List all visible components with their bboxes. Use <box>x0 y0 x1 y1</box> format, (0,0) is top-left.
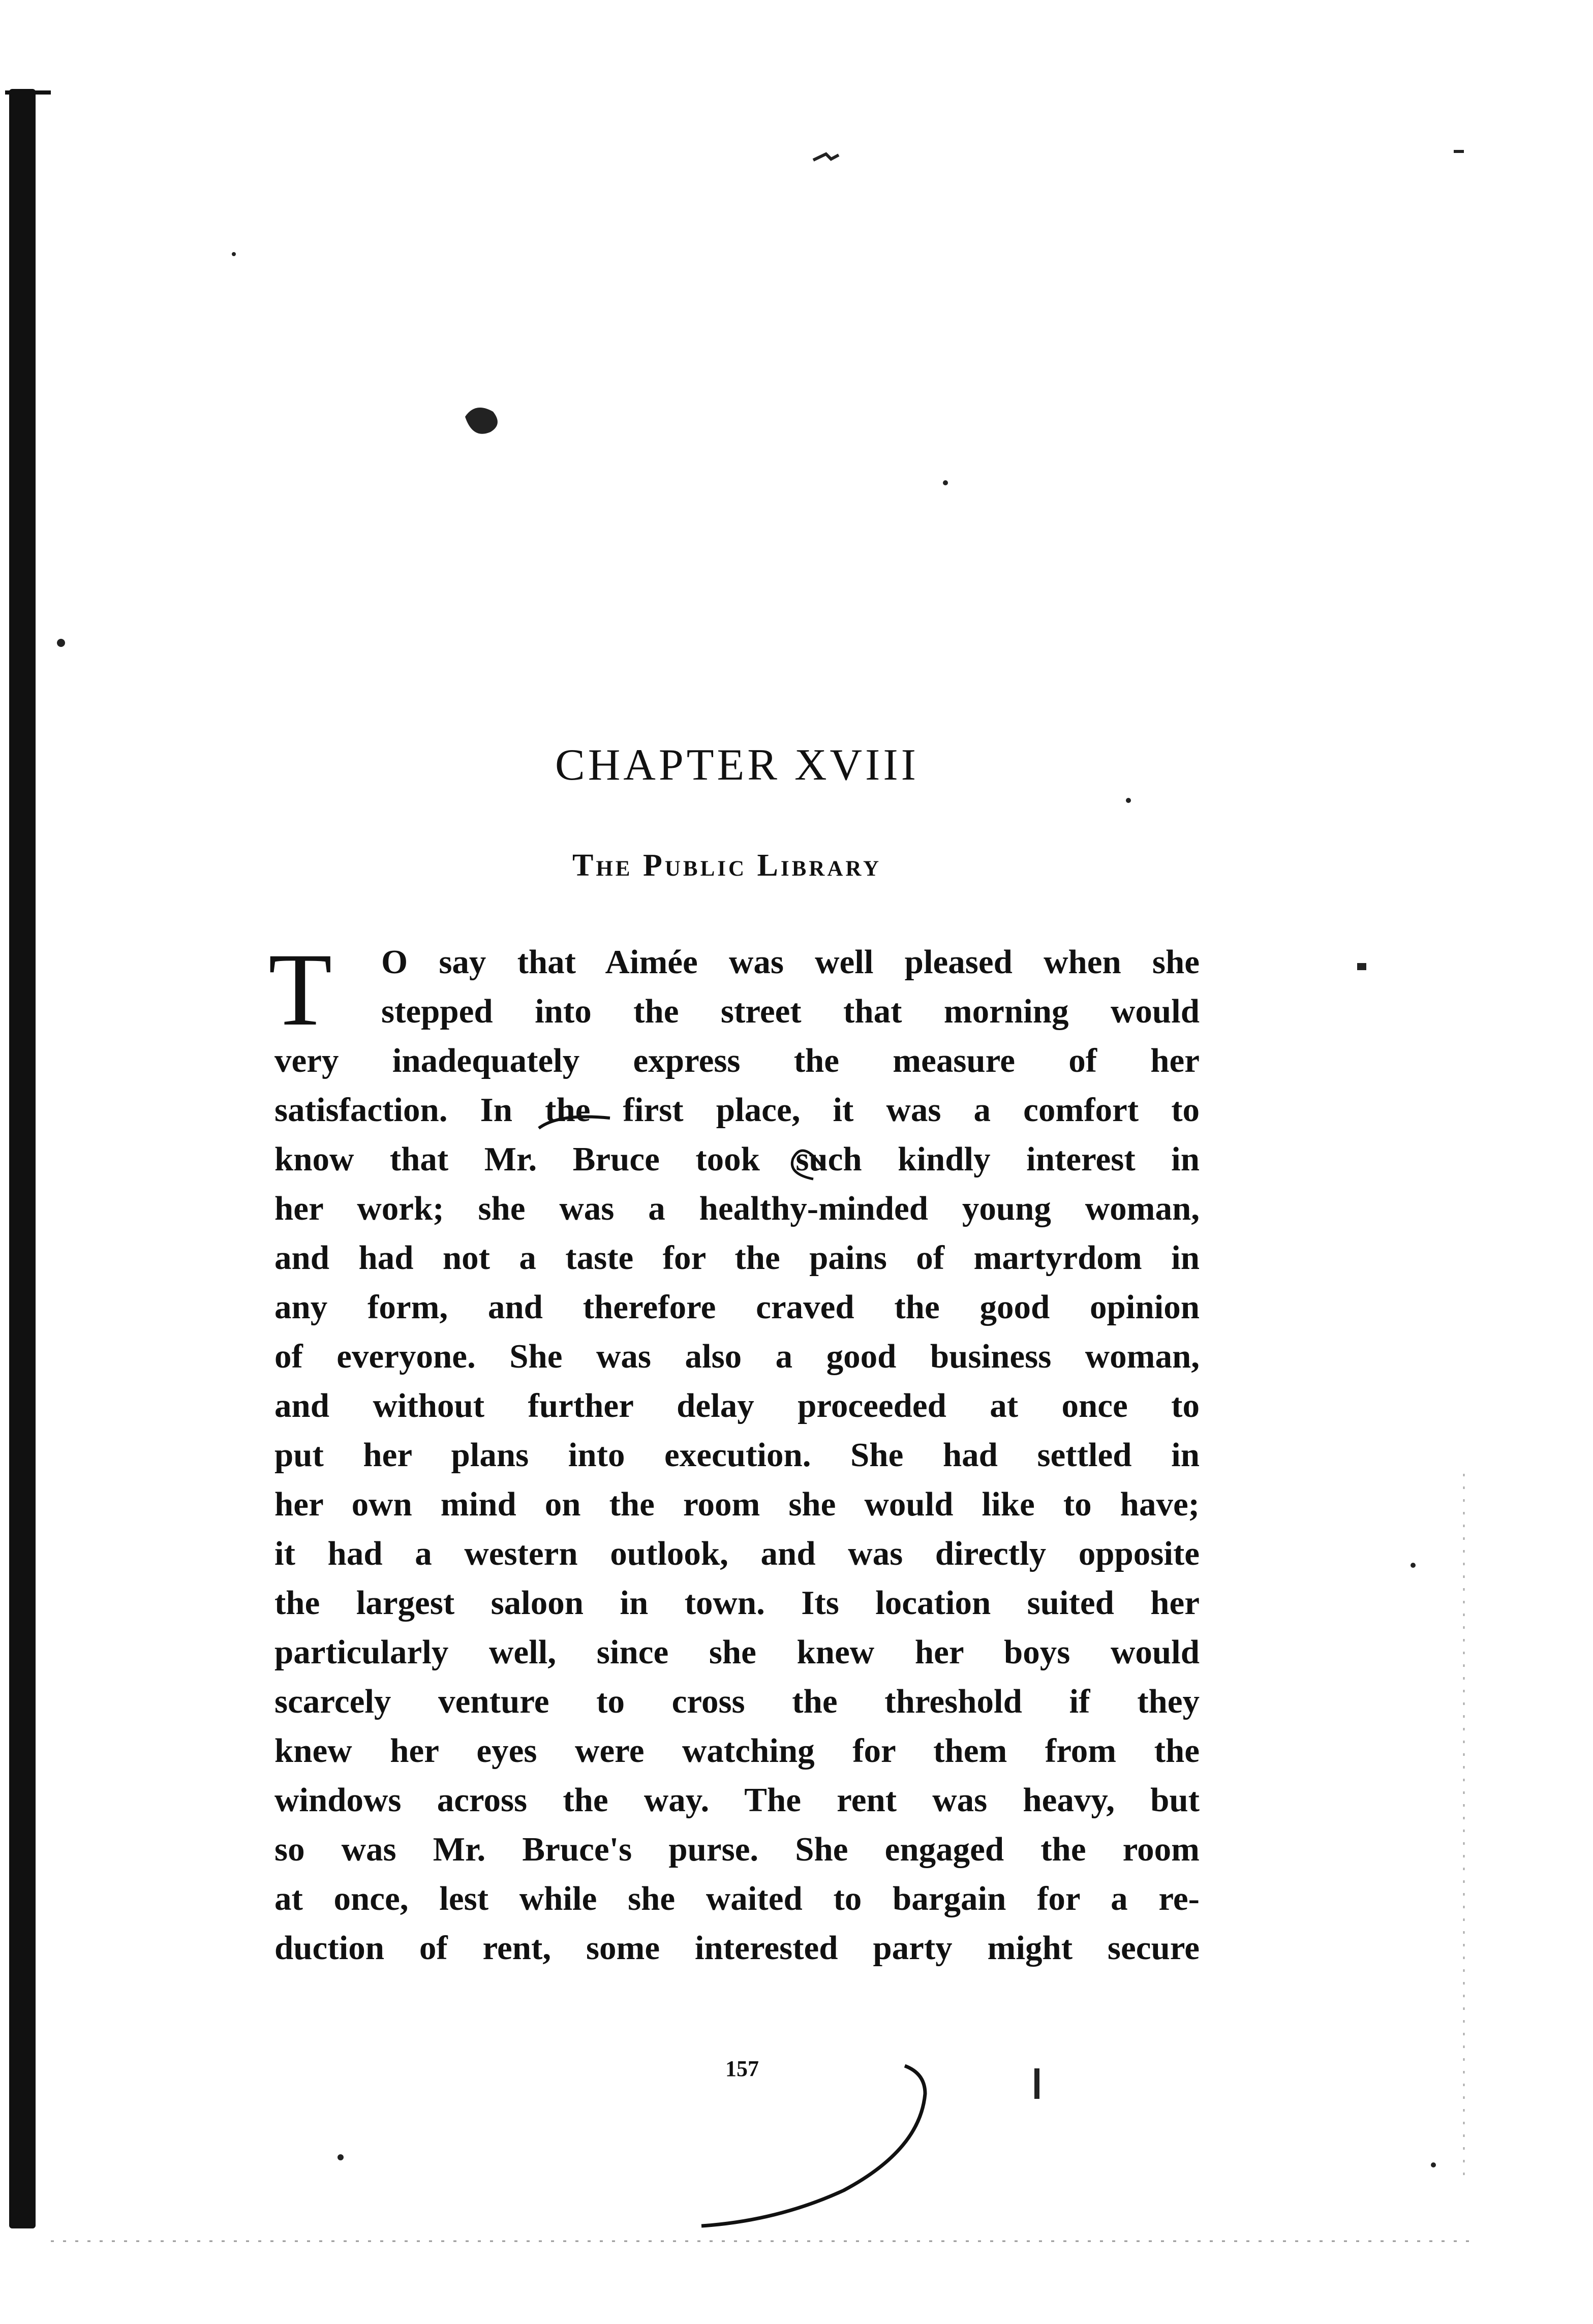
text-line: and had not a taste for the pains of martyrdom in <box>274 1239 1200 1277</box>
text-line: her work; she was a healthy-minded young woman, <box>274 1190 1200 1227</box>
stray-mark <box>813 154 839 160</box>
text-line: duction of rent, some interested party might secure <box>274 1929 1200 1967</box>
text-line: it had a western outlook, and was directly opposite <box>274 1535 1200 1572</box>
text-line: the largest saloon in town. Its location suited her <box>274 1584 1200 1622</box>
text-line: of everyone. She was also a good business woman, <box>274 1338 1200 1375</box>
text-line: her own mind on the room she would like to have; <box>274 1485 1200 1523</box>
text-line: so was Mr. Bruce's purse. She engaged the room <box>274 1831 1200 1868</box>
drop-cap: T <box>268 932 332 1047</box>
speck <box>1411 1563 1416 1568</box>
speck <box>57 639 65 647</box>
text-line: at once, lest while she waited to bargain for a re- <box>274 1880 1200 1917</box>
text-line: scarcely venture to cross the threshold if they <box>274 1683 1200 1720</box>
body-paragraph <box>274 938 1200 1973</box>
binding-edge <box>9 89 36 2228</box>
text-line: stepped into the street that morning would <box>381 993 1200 1030</box>
text-line: put her plans into execution. She had settled in <box>274 1436 1200 1474</box>
page-number: 157 <box>725 2056 759 2081</box>
chapter-number: CHAPTER XVIII <box>555 740 919 790</box>
speck <box>943 480 948 485</box>
mark-right-edge <box>1454 150 1464 153</box>
chapter-title: The Public Library <box>572 848 882 883</box>
text-line: particularly well, since she knew her boys would <box>274 1633 1200 1671</box>
pen-stroke-bottom <box>701 2066 925 2226</box>
text-line: any form, and therefore craved the good opinion <box>274 1288 1200 1326</box>
mark-right-edge <box>1357 963 1366 970</box>
ink-blot <box>465 408 498 434</box>
text-line: windows across the way. The rent was heavy, but <box>274 1781 1200 1819</box>
speck <box>338 2154 344 2160</box>
text-line: know that Mr. Bruce took such kindly interest in <box>274 1140 1200 1178</box>
text-line: O say that Aimée was well pleased when she <box>381 943 1200 981</box>
speck <box>1431 2162 1436 2167</box>
text-line: satisfaction. In the first place, it was a comfort to <box>274 1091 1200 1129</box>
text-line: knew her eyes were watching for them from the <box>274 1732 1200 1770</box>
text-line: and without further delay proceeded at once to <box>274 1387 1200 1424</box>
text-line: very inadequately express the measure of her <box>274 1042 1200 1079</box>
speck <box>1126 798 1131 803</box>
speck <box>232 252 236 256</box>
mark-bottom <box>1034 2068 1039 2099</box>
